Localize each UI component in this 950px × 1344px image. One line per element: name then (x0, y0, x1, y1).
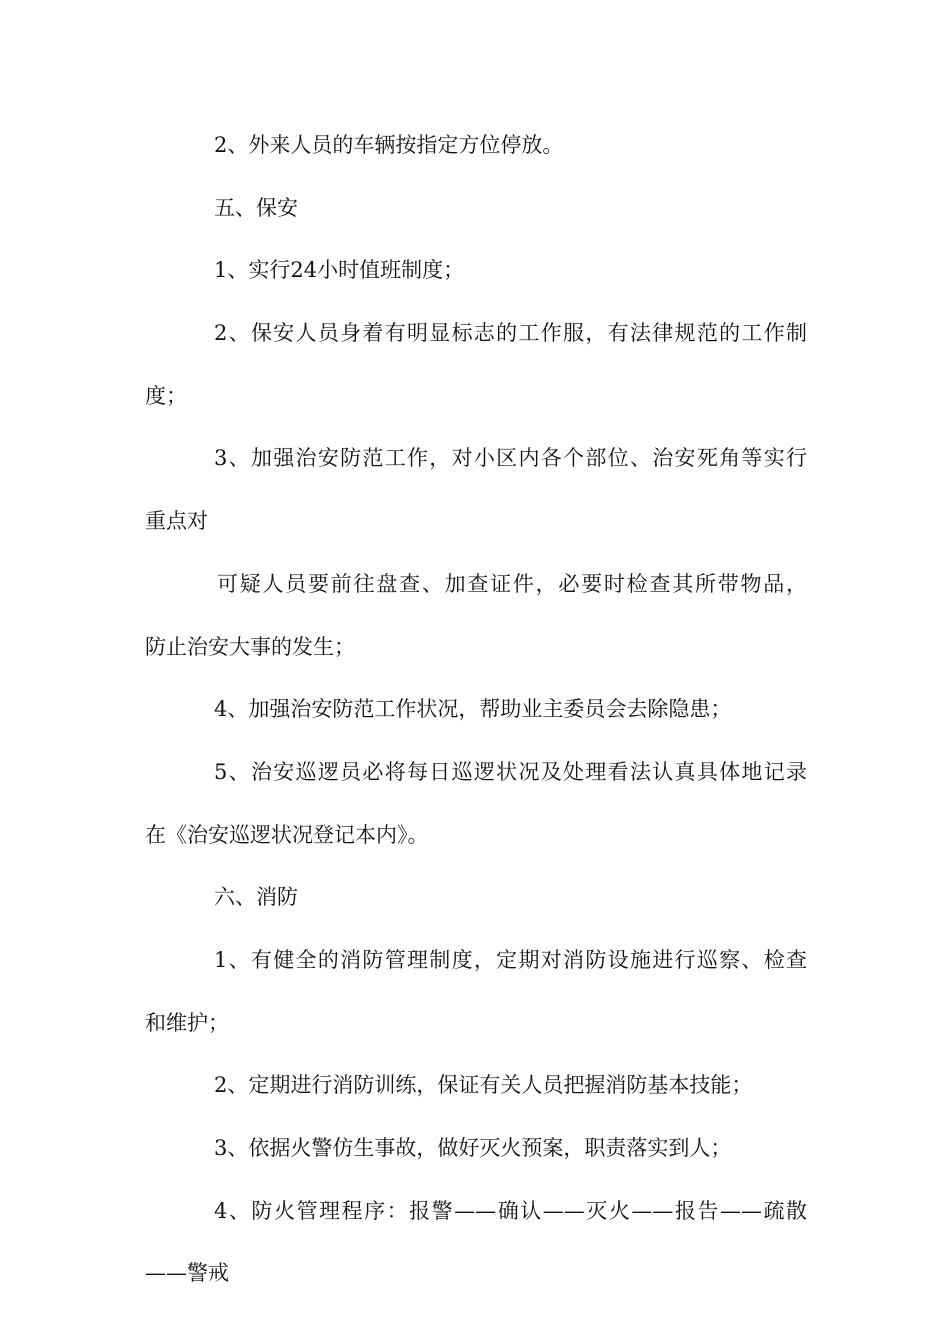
paragraph-line: 4、加强治安防范工作状况，帮助业主委员会去除隐患； (214, 697, 732, 722)
paragraph-line: ——警戒 (145, 1261, 229, 1286)
section-heading: 六、消防 (214, 885, 298, 910)
paragraph-line: 5、治安巡逻员必将每日巡逻状况及处理看法认真具体地记录 (214, 759, 807, 784)
paragraph-line: 和维护； (145, 1010, 229, 1035)
document-body (145, 131, 807, 1322)
paragraph-line: 度； (145, 383, 187, 408)
paragraph-line: 2、定期进行消防训练，保证有关人员把握消防基本技能； (214, 1073, 753, 1098)
section-heading: 五、保安 (214, 195, 298, 220)
paragraph-line: 重点对 (145, 509, 208, 534)
paragraph-line: 防止治安大事的发生； (145, 634, 355, 659)
paragraph-line: 1、有健全的消防管理制度，定期对消防设施进行巡察、检查 (214, 947, 807, 972)
paragraph-line: 在《治安巡逻状况登记本内》。 (145, 822, 429, 847)
paragraph-line: 4、防火管理程序：报警——确认——灭火——报告——疏散 (214, 1198, 807, 1223)
paragraph-line: 可疑人员要前往盘查、加查证件，必要时检查其所带物品， (217, 571, 807, 596)
paragraph-line: 1、实行24小时值班制度； (214, 258, 465, 283)
paragraph-line: 3、依据火警仿生事故，做好灭火预案，职责落实到人； (214, 1136, 732, 1160)
paragraph-line: 3、加强治安防范工作，对小区内各个部位、治安死角等实行 (214, 446, 807, 471)
paragraph-line: 2、外来人员的车辆按指定方位停放。 (214, 133, 564, 157)
paragraph-line: 2、保安人员身着有明显标志的工作服，有法律规范的工作制 (214, 321, 807, 346)
